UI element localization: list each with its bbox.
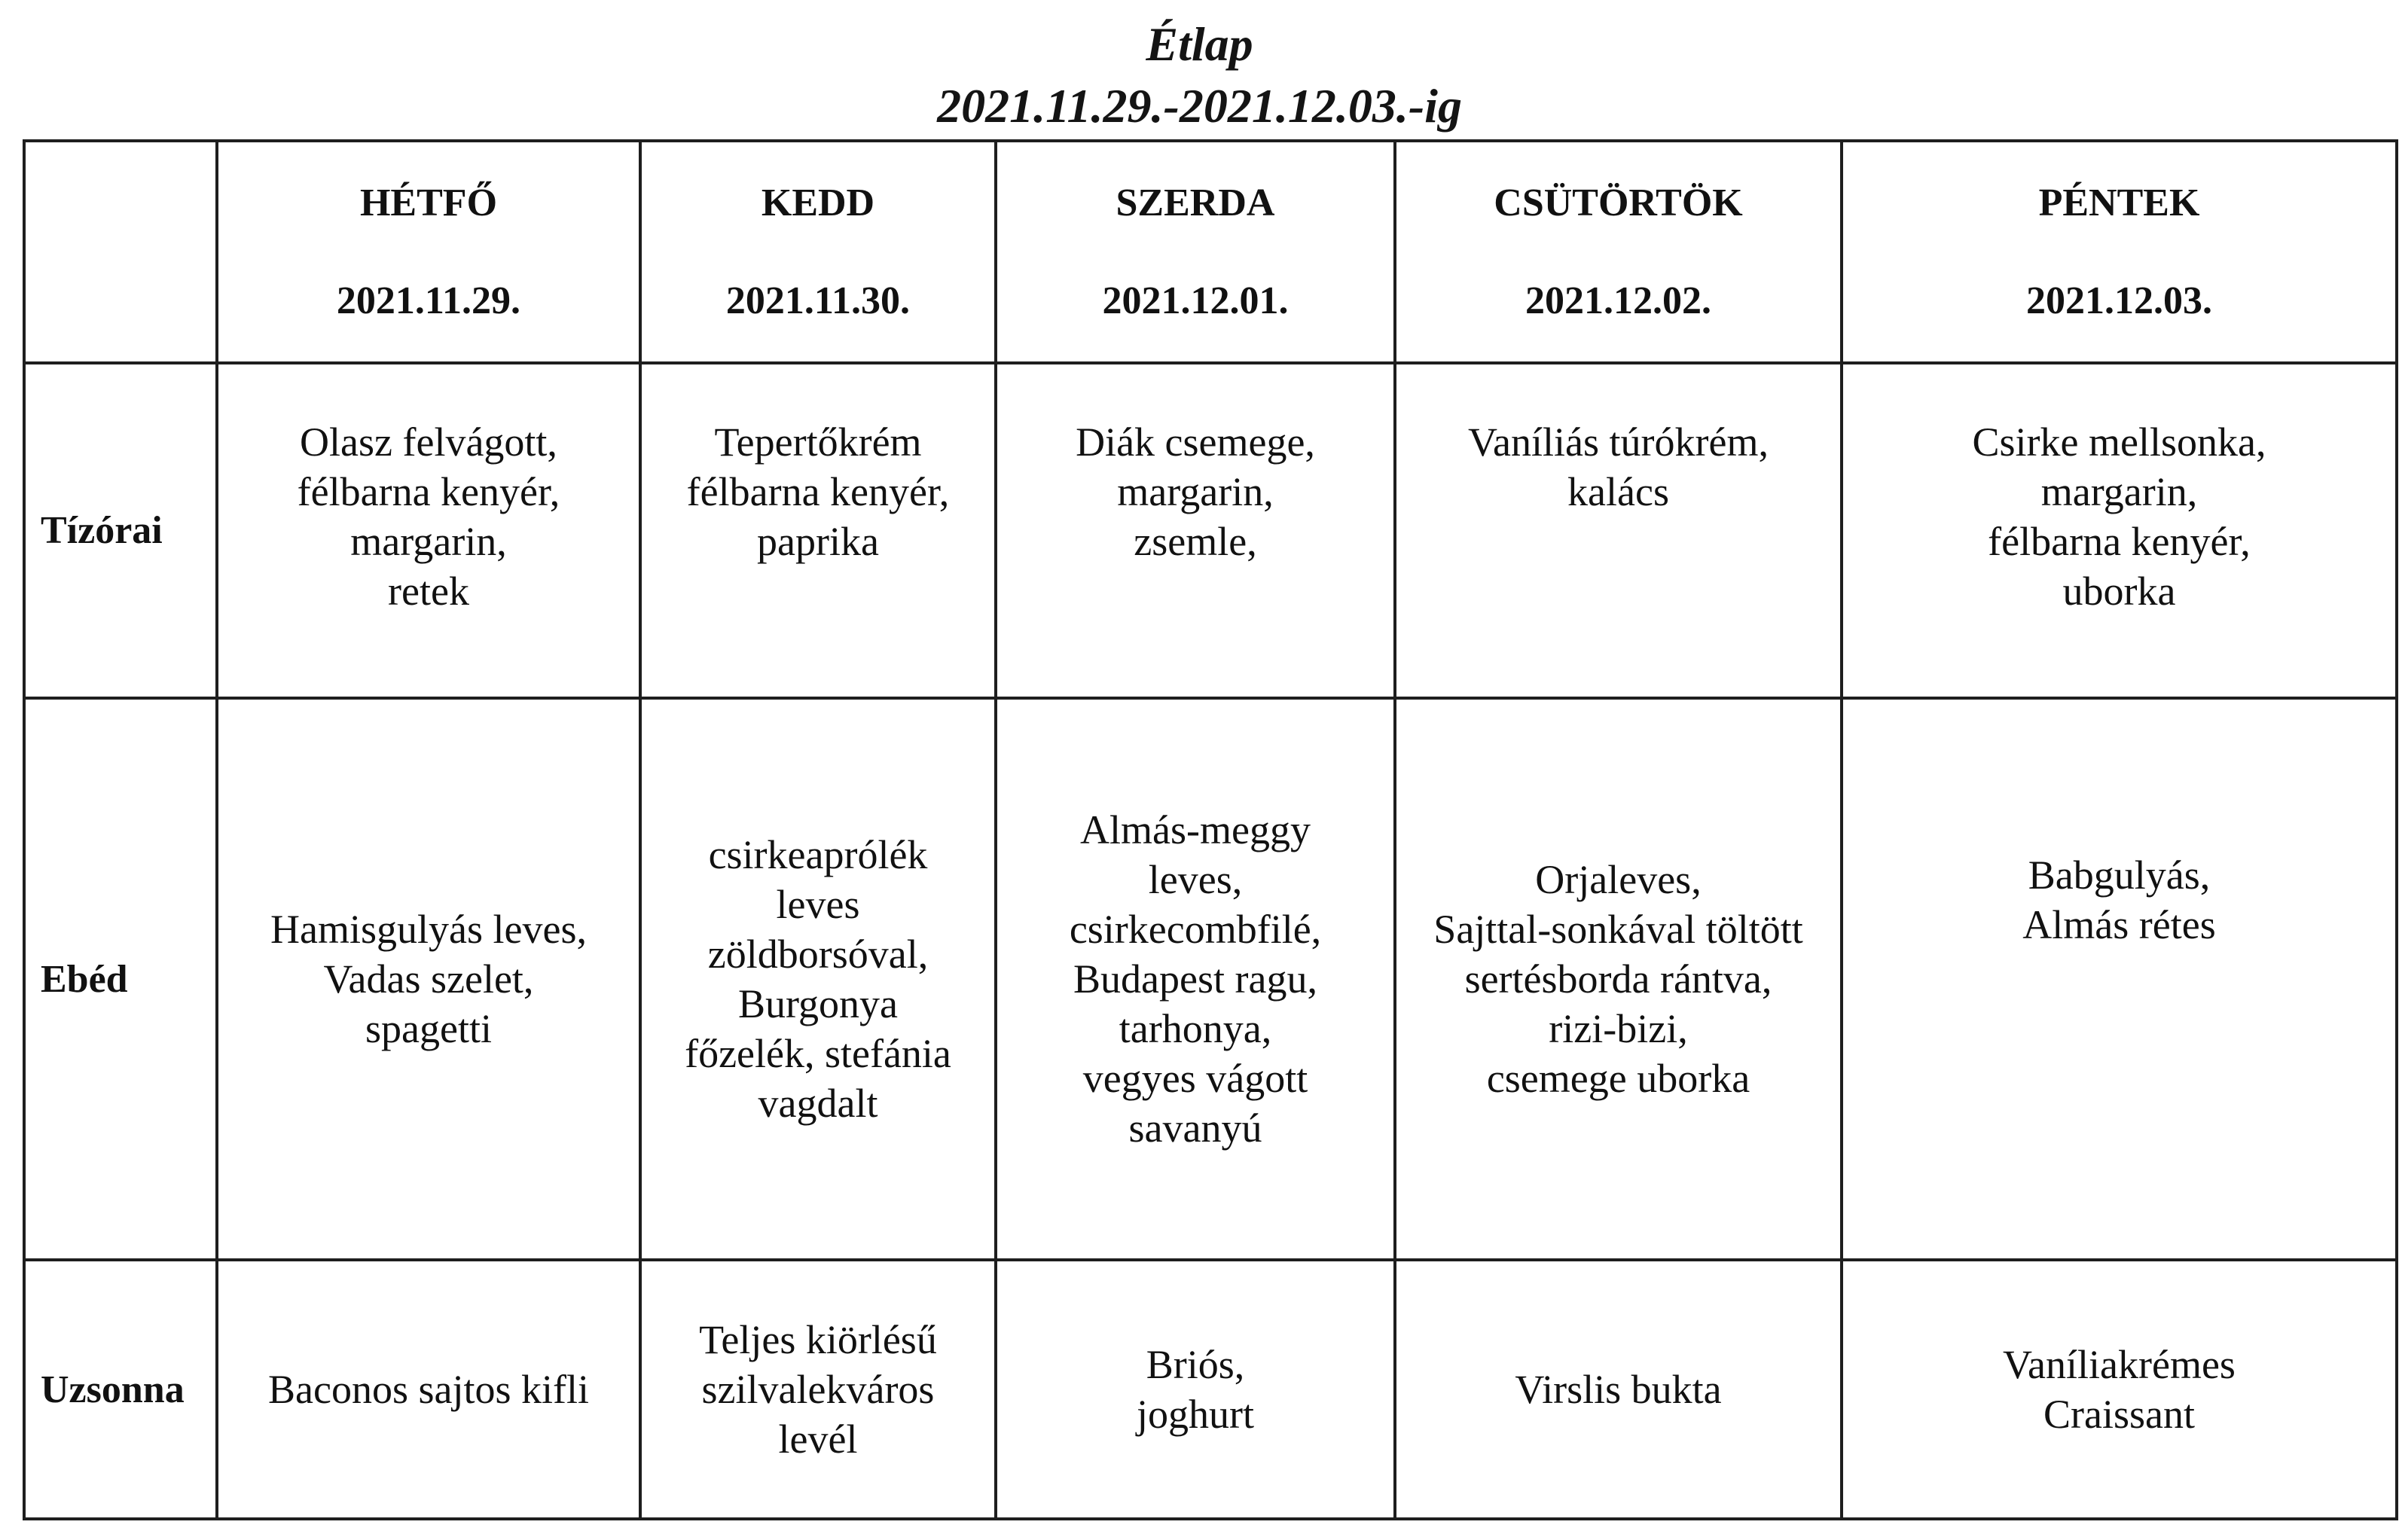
meal-cell [1842, 363, 2397, 698]
menu-item-line: Orjaleves, [1535, 857, 1702, 902]
day-name: KEDD [761, 181, 875, 224]
menu-item-line: zsemle, [1134, 519, 1257, 564]
menu-item-line: félbarna kenyér, [686, 469, 950, 514]
row-label-tizorai: Tízórai [24, 363, 217, 698]
meal-cell [217, 363, 640, 698]
menu-item-line: Csirke mellsonka, [1972, 419, 2266, 465]
day-date: 2021.12.01. [1102, 279, 1289, 322]
menu-item-line: Babgulyás, [2028, 852, 2211, 898]
menu-item-line: félbarna kenyér, [1988, 519, 2251, 564]
day-date: 2021.12.02. [1525, 279, 1711, 322]
menu-item-line: vegyes vágott [1082, 1056, 1308, 1101]
meal-cell [996, 698, 1395, 1260]
menu-item-line: rizi-bizi, [1549, 1006, 1688, 1051]
day-date: 2021.11.30. [725, 279, 911, 322]
menu-item-line: margarin, [350, 519, 507, 564]
weekly-menu-table [23, 139, 2398, 1520]
day-date: 2021.11.29. [336, 279, 521, 322]
menu-item-line: spagetti [365, 1006, 492, 1051]
menu-item-line: kalács [1567, 469, 1669, 514]
day-name: HÉTFŐ [359, 181, 498, 224]
day-name: CSÜTÖRTÖK [1494, 181, 1743, 224]
day-header-wednesday [996, 141, 1395, 363]
menu-item-line: Vaníliakrémes [2003, 1342, 2236, 1387]
menu-item-line: Sajttal-sonkával töltött [1433, 907, 1803, 952]
day-date: 2021.12.03. [2026, 279, 2212, 322]
menu-title: Étlap [1146, 17, 1253, 71]
day-name: SZERDA [1116, 181, 1275, 224]
day-header-monday [217, 141, 640, 363]
menu-item-line: Almás rétes [2022, 902, 2216, 947]
menu-title-block [0, 14, 2399, 137]
meal-cell [640, 363, 996, 698]
menu-item-line: Craissant [2043, 1392, 2195, 1437]
meal-cell [217, 698, 640, 1260]
menu-item-line: csirkecombfilé, [1069, 907, 1322, 952]
meal-cell [996, 363, 1395, 698]
meal-cell [1395, 698, 1842, 1260]
menu-item-line: Hamisgulyás leves, [270, 907, 587, 952]
menu-date-range: 2021.11.29.-2021.12.03.-ig [937, 79, 1462, 133]
menu-item-line: szilvalekváros [701, 1367, 935, 1412]
menu-item-line: margarin, [1117, 469, 1274, 514]
day-header-tuesday [640, 141, 996, 363]
menu-item-line: Burgonya [738, 981, 898, 1026]
menu-item-line: csemege uborka [1486, 1056, 1750, 1101]
meal-cell [1395, 1260, 1842, 1519]
menu-item-line: retek [388, 569, 469, 614]
meal-row-tizorai [24, 363, 2397, 698]
menu-item-line: félbarna kenyér, [297, 469, 560, 514]
meal-cell [1842, 1260, 2397, 1519]
menu-item-line: vagdalt [758, 1081, 878, 1126]
meal-cell [1395, 363, 1842, 698]
menu-item-line: sertésborda rántva, [1464, 956, 1772, 1002]
menu-item-line: paprika [757, 519, 879, 564]
menu-item-line: margarin, [2040, 469, 2198, 514]
menu-item-line: leves, [1148, 857, 1243, 902]
day-name: PÉNTEK [2038, 181, 2200, 224]
menu-item-line: leves [776, 882, 860, 927]
menu-item-line: levél [778, 1416, 858, 1462]
meal-cell [640, 698, 996, 1260]
corner-cell [24, 141, 217, 363]
meal-cell [1842, 698, 2397, 1260]
row-label-uzsonna: Uzsonna [24, 1260, 217, 1519]
menu-item-line: tarhonya, [1119, 1006, 1272, 1051]
menu-item-line: főzelék, stefánia [685, 1031, 951, 1076]
menu-item-line: uborka [2062, 569, 2176, 614]
day-header-friday [1842, 141, 2397, 363]
menu-item-line: Almás-meggy [1080, 807, 1311, 852]
day-header-thursday [1395, 141, 1842, 363]
meal-cell [996, 1260, 1395, 1519]
menu-item-line: Virslis bukta [1515, 1367, 1722, 1412]
row-label-ebed: Ebéd [24, 698, 217, 1260]
menu-item-line: Baconos sajtos kifli [268, 1367, 589, 1412]
menu-item-line: csirkeaprólék [708, 832, 928, 877]
meal-cell [217, 1260, 640, 1519]
menu-item-line: joghurt [1137, 1392, 1254, 1437]
menu-item-line: Vadas szelet, [323, 956, 534, 1002]
menu-item-line: zöldborsóval, [707, 932, 929, 977]
meal-cell [640, 1260, 996, 1519]
menu-item-line: Teljes kiörlésű [699, 1317, 937, 1362]
menu-item-line: Tepertőkrém [714, 419, 922, 465]
menu-item-line: Diák csemege, [1076, 419, 1315, 465]
meal-row-uzsonna [24, 1260, 2397, 1519]
menu-item-line: Briós, [1146, 1342, 1245, 1387]
menu-item-line: Olasz felvágott, [300, 419, 557, 465]
menu-item-line: Budapest ragu, [1073, 956, 1317, 1002]
menu-item-line: savanyú [1128, 1105, 1262, 1151]
header-row [24, 141, 2397, 363]
menu-item-line: Vaníliás túrókrém, [1468, 419, 1769, 465]
meal-row-ebed [24, 698, 2397, 1260]
